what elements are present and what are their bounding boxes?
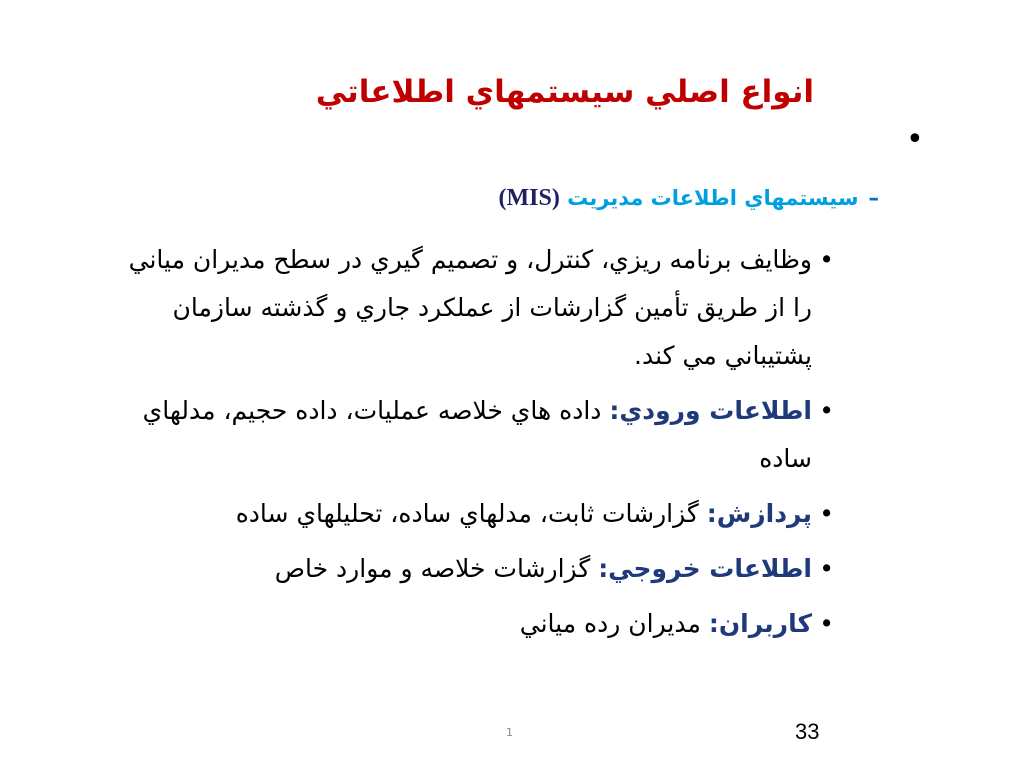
page-number: 33 [795,719,820,744]
bullet-item-processing [104,490,834,538]
slide-title: انواع اصلي سيستمهاي اطلاعاتي [315,74,814,110]
bullet-item-description [104,236,834,380]
bullet-text: گزارشات خلاصه و موارد خاص [274,554,591,583]
bullet-label: اطلاعات خروجي: [598,554,812,583]
subheading [499,180,879,216]
bullet-item-inputs [104,387,834,483]
footer-slide-index: 1 [506,726,513,739]
subheading-dash: – [868,186,879,210]
bullet-label: كاربران: [708,609,812,638]
bullet-text: گزارشات ثابت، مدلهاي ساده، تحليلهاي ساده [235,499,699,528]
subheading-text: سيستمهاي اطلاعات مديريت [567,186,859,210]
top-level-bullet-icon: • [906,122,924,157]
bullet-text: مديران رده مياني [519,609,701,638]
bullet-label: اطلاعات ورودي: [609,396,812,425]
subheading-abbreviation: (MIS) [498,185,560,211]
bullet-item-users [104,600,834,648]
bullet-text: داده هاي خلاصه عمليات، داده حجيم، مدلهاي ساده [142,396,812,473]
bullet-item-outputs [104,545,834,593]
bullet-text: وظايف برنامه ريزي، كنترل، و تصميم گيري در سطح مديران مياني را از طريق تأمين گزارشات از عملكرد جاري و گذشته سازمان پشتيباني مي كند. [128,245,812,370]
bullet-label: پردازش: [706,499,812,528]
bullet-list [104,236,834,655]
